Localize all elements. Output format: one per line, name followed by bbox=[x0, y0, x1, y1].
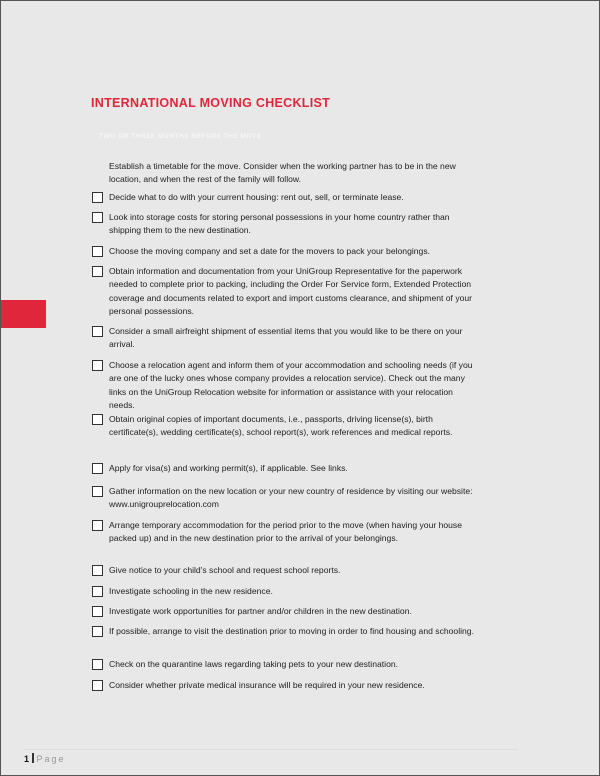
checklist-item bbox=[109, 679, 479, 692]
footer-divider bbox=[23, 749, 518, 750]
checklist-item bbox=[109, 564, 479, 577]
section-heading: TWO OR THREE MONTHS BEFORE THE MOVE bbox=[99, 133, 262, 140]
checkbox[interactable] bbox=[92, 360, 103, 371]
checklist-item-text: If possible, arrange to visit the destination prior to moving in order to find housing and schooling. bbox=[109, 626, 474, 636]
checkbox[interactable] bbox=[92, 246, 103, 257]
checkbox[interactable] bbox=[92, 565, 103, 576]
checklist-item-text: Obtain information and documentation from your UniGroup Representative for the paperwork needed to complete prior to packing, including the Order For Service form, Extended Protection coverage and documents related to export and import customs clearance, and shipment of your personal possessions. bbox=[109, 266, 473, 317]
checklist-item-text: Establish a timetable for the move. Consider when the working partner has to be in the new location, and when the rest of the family will follow. bbox=[109, 161, 456, 185]
checkbox[interactable] bbox=[92, 680, 103, 691]
checklist-item bbox=[109, 359, 479, 413]
checklist-item bbox=[109, 325, 479, 352]
checkbox[interactable] bbox=[92, 520, 103, 531]
checklist-item bbox=[109, 191, 479, 204]
checkbox[interactable] bbox=[92, 486, 103, 497]
checkbox[interactable] bbox=[92, 192, 103, 203]
checklist-item bbox=[109, 658, 479, 671]
checklist-item bbox=[109, 245, 479, 258]
checklist-item-text: Apply for visa(s) and working permit(s), if applicable. See links. bbox=[109, 463, 348, 473]
checklist-item bbox=[109, 485, 479, 512]
page-footer bbox=[24, 753, 66, 764]
checklist-item-text: Investigate work opportunities for partner and/or children in the new destination. bbox=[109, 606, 412, 616]
checklist-item bbox=[109, 625, 479, 638]
checklist-item-text: Choose the moving company and set a date for the movers to pack your belongings. bbox=[109, 246, 431, 256]
checkbox[interactable] bbox=[92, 414, 103, 425]
page-label: Page bbox=[36, 754, 66, 764]
checklist-item-text: Consider whether private medical insurance will be required in your new residence. bbox=[109, 680, 425, 690]
checkbox[interactable] bbox=[92, 463, 103, 474]
checklist-item bbox=[109, 519, 479, 546]
checkbox[interactable] bbox=[92, 659, 103, 670]
checkbox[interactable] bbox=[92, 626, 103, 637]
checklist-item-text: Gather information on the new location or your new country of residence by visiting our website: www.unigrouprelocation.com bbox=[109, 486, 473, 510]
checklist-item-text: Choose a relocation agent and inform them of your accommodation and schooling needs (if you are one of the lucky ones whose company provides a relocation service). Check out the many links on the UniGroup Relocation website for information or assistance with your relocation needs. bbox=[109, 360, 473, 411]
checkbox[interactable] bbox=[92, 212, 103, 223]
checklist-item-text: Look into storage costs for storing personal possessions in your home country rather than shipping them to the new destination. bbox=[109, 212, 450, 236]
checklist-item-text: Check on the quarantine laws regarding taking pets to your new destination. bbox=[109, 659, 399, 669]
footer-separator bbox=[32, 753, 34, 763]
checkbox[interactable] bbox=[92, 586, 103, 597]
page-number: 1 bbox=[24, 754, 30, 764]
checklist-item bbox=[109, 462, 479, 475]
red-tab-marker bbox=[1, 300, 46, 328]
page-title: INTERNATIONAL MOVING CHECKLIST bbox=[91, 96, 331, 110]
checkbox[interactable] bbox=[92, 606, 103, 617]
checklist-item bbox=[109, 211, 479, 238]
checklist-item-text: Give notice to your child's school and request school reports. bbox=[109, 565, 341, 575]
checklist-item bbox=[109, 605, 479, 618]
checklist-item-text: Obtain original copies of important documents, i.e., passports, driving license(s), birth certificate(s), wedding certificate(s), school report(s), work references and medical reports. bbox=[109, 414, 453, 438]
checklist-item-text: Consider a small airfreight shipment of essential items that you would like to be there on your arrival. bbox=[109, 326, 463, 350]
checklist-item bbox=[109, 265, 479, 319]
checklist-item bbox=[109, 585, 479, 598]
checklist-item-text: Investigate schooling in the new residence. bbox=[109, 586, 273, 596]
checklist-item bbox=[109, 160, 479, 187]
checkbox[interactable] bbox=[92, 266, 103, 277]
checklist-item bbox=[109, 413, 479, 440]
checklist-item-text: Decide what to do with your current housing: rent out, sell, or terminate lease. bbox=[109, 192, 404, 202]
checklist-item-text: Arrange temporary accommodation for the period prior to the move (when having your house packed up) and in the new destination prior to the arrival of your belongings. bbox=[109, 520, 463, 544]
checkbox[interactable] bbox=[92, 326, 103, 337]
